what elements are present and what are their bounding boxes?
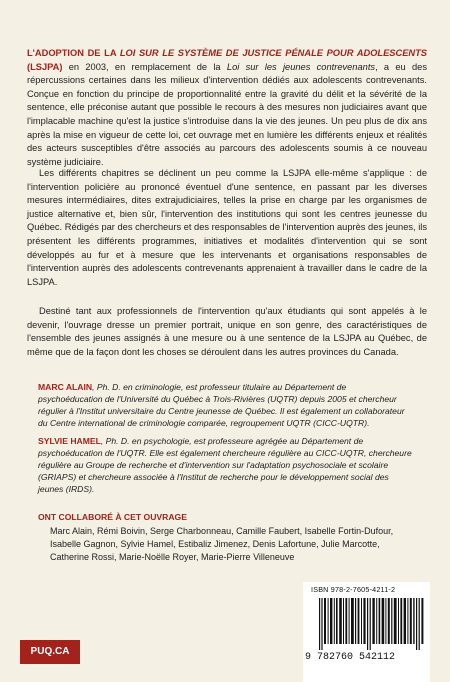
contributors-title: ONT COLLABORÉ À CET OUVRAGE xyxy=(38,512,187,522)
contributors-list: Marc Alain, Rémi Boivin, Serge Charbonneau, Camille Faubert, Isabelle Fortin-Dufour, Isabelle Gagnon, Sylvie Hamel, Estibaliz Jimenez, Denis Lafortune, Julie Marcotte, Catherine Rossi, Marie-Noëlle Royer, Marie-Pierre Villeneuve xyxy=(50,526,394,563)
isbn-label: ISBN 978-2-7605-4211-2 xyxy=(311,585,396,594)
author-name: MARC ALAIN xyxy=(38,382,93,392)
author-bio-marc-alain: MARC ALAIN, Ph. D. en criminologie, est professeur titulaire au Département de psychoéducation de l'Université du Québec à Trois-Rivières (UQTR) depuis 2005 et chercheur régulier à l'Institut universitaire du Centre jeunesse de Québec. Il est également un collaborateur du Centre international de criminologie comparée, regroupement UQTR (CICC-UQTR). xyxy=(38,382,405,428)
barcode-digits: 9 782760 542112 xyxy=(305,652,396,663)
intro-lead: L'ADOPTION DE LA LOI SUR LE SYSTÈME DE JUSTICE PÉNALE POUR ADOLESCENTS (LSJPA) xyxy=(27,48,427,72)
chapters-paragraph: Les différents chapitres se déclinent un peu comme la LSJPA elle-même s'applique : de l'intervention policière au prononcé éventuel d'une sentence, en passant par les diverses mesures intermédiaires, dites extrajudiciaires, telles la prise en charge par les organismes de justice alternative et, bien sûr, l'intervention des institutions qui sont les centres jeunesse du Québec. Rédigés par des chercheurs et des responsables de l'intervention auprès des jeunes, ils présentent les différents programmes, initiatives et modalités d'intervention qui se sont développés au fur et à mesure que les intervenants et organisations responsables de l'intervention auprès des adolescents contrevenants apprenaient à travailler dans le cadre de la LSJPA. xyxy=(27,168,427,287)
barcode-icon xyxy=(319,598,424,650)
author-bio-sylvie-hamel: SYLVIE HAMEL, Ph. D. en psychologie, est professeure agrégée au Département de psychoéducation de l'UQTR. Elle est également chercheure régulière au CICC-UQTR, chercheure régulière au Groupe de recherche et d'intervention sur l'adaptation psychosociale et scolaire (GRIAPS) et chercheure associée à l'Institut de recherche pour le développement social des jeunes (IRDS). xyxy=(38,436,412,494)
intro-paragraph: L'ADOPTION DE LA LOI SUR LE SYSTÈME DE JUSTICE PÉNALE POUR ADOLESCENTS (LSJPA) en 2003, en remplacement de la Loi sur les jeunes contrevenants, a eu des répercussions certaines dans les milieux d'intervention dédiés aux adolescents contrevenants. Conçue en fonction du principe de proportionnalité entre la gravité du délit et la sévérité de la sentence, elle préconise autant que possible le recours à des mesures non judiciaires avant que l'implacable machine qu'est la justice s'introduise dans la vie des jeunes. Un peu plus de dix ans après la mise en vigueur de cette loi, cet ouvrage met en lumière les différents enjeux et réalités des acteurs susceptibles d'être associés au parcours des adolescents soumis à ce nouveau système judiciaire. xyxy=(27,48,428,167)
audience-paragraph: Destiné tant aux professionnels de l'intervention qu'aux étudiants qui sont appelés à le devenir, l'ouvrage dresse un premier portrait, unique en son genre, des caractéristiques de l'ensemble des jeunes assignés à une mesure ou à une sentence de la LSJPA au Québec, de même que de la façon dont les choses se déroulent dans les autres provinces du Canada. xyxy=(27,306,427,357)
barcode-area xyxy=(303,582,430,682)
author-name: SYLVIE HAMEL xyxy=(38,436,101,446)
publisher-logo: PUQ.CA xyxy=(20,640,80,664)
